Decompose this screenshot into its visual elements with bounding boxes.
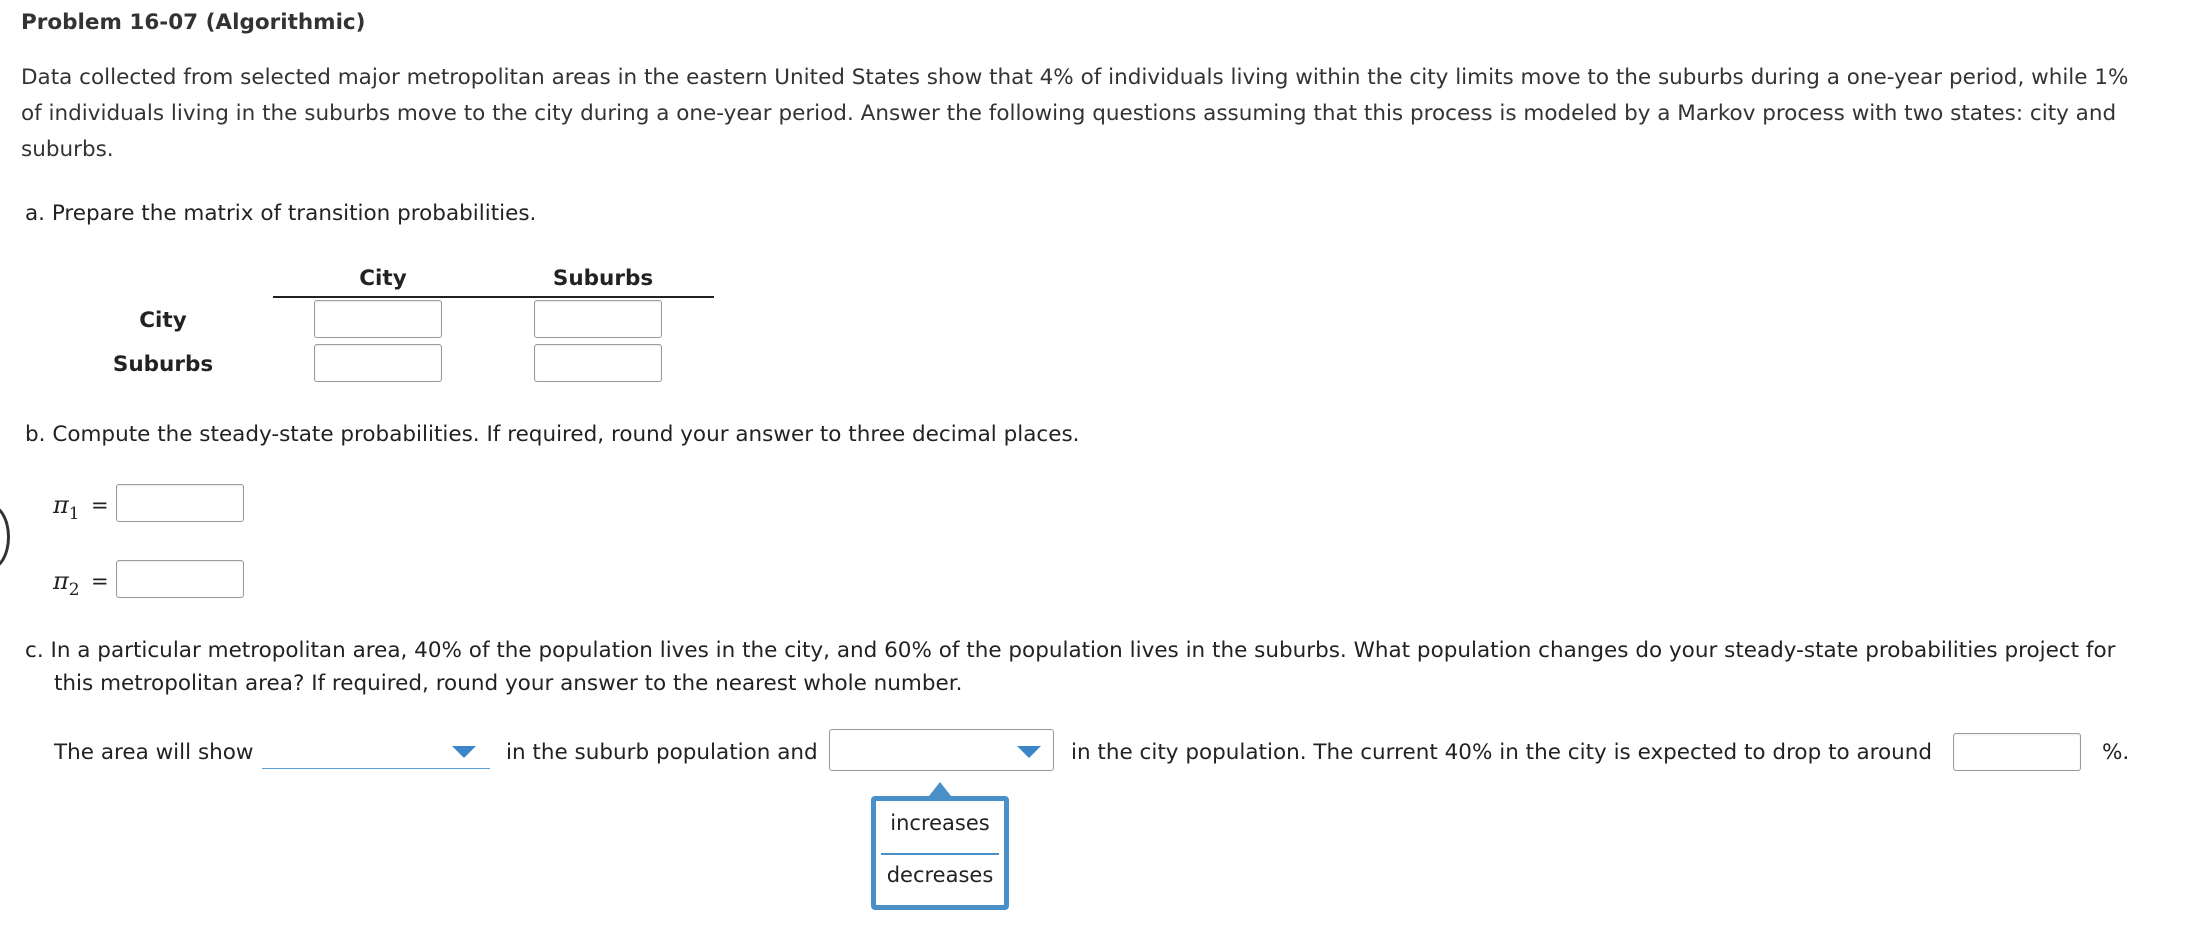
part-c-prompt-line-1: c. In a particular metropolitan area, 40% of the population lives in the city, and 60% of the population lives in the suburbs. What population changes do your steady-state probabilities project for [25,638,2116,663]
option-increases[interactable]: increases [890,811,990,835]
percent-input[interactable] [1953,733,2081,771]
pi1-label [53,491,80,524]
problem-intro [21,60,2171,168]
part-a-prompt: a. Prepare the matrix of transition probabilities. [25,201,537,226]
matrix-city-city-input[interactable] [314,300,442,338]
chevron-down-icon[interactable] [1017,746,1041,758]
pi2-subscript: 2 [68,579,80,600]
pi1-equals: = [91,493,109,517]
dropdown-options-list [871,796,1009,910]
popup-pointer-icon [929,782,951,796]
option-divider [881,853,999,855]
matrix-header-rule [273,296,714,298]
sentence-part-4: %. [2102,740,2130,765]
part-c-prompt-line-2: this metropolitan area? If required, round your answer to the nearest whole number. [54,671,963,696]
pi1-field[interactable] [117,485,243,521]
intro-line-3: suburbs. [21,137,114,162]
intro-line-2: of individuals living in the suburbs move to the city during a one-year period. Answer the following questions assuming that this process is modeled by a Markov process with two states: city and [21,101,2117,126]
pi2-equals: = [91,569,109,593]
intro-line-1: Data collected from selected major metropolitan areas in the eastern United States show that 4% of individuals living within the city limits move to the suburbs during a one-year period, while 1% [21,65,2129,90]
option-decreases[interactable]: decreases [886,863,994,887]
chevron-down-icon[interactable] [452,746,476,758]
pi1-input[interactable] [116,484,244,522]
row-header-city: City [139,308,187,333]
matrix-suburbs-city-field[interactable] [315,345,441,381]
part-b-prompt: b. Compute the steady-state probabilities. If required, round your answer to three decimal places. [25,422,1080,447]
pi2-input[interactable] [116,560,244,598]
col-header-city: City [359,266,407,291]
matrix-suburbs-suburbs-input[interactable] [534,344,662,382]
pi1-subscript: 1 [68,503,80,524]
matrix-city-city-field[interactable] [315,301,441,337]
col-header-suburbs: Suburbs [552,266,654,291]
percent-field[interactable] [1954,734,2080,770]
matrix-city-suburbs-field[interactable] [535,301,661,337]
matrix-city-suburbs-input[interactable] [534,300,662,338]
edge-bracket [0,504,10,570]
sentence-part-2: in the suburb population and [506,740,818,765]
sentence-part-1: The area will show [54,740,254,765]
sentence-part-3: in the city population. The current 40% in the city is expected to drop to around [1071,740,1933,765]
pi2-field[interactable] [117,561,243,597]
problem-title: Problem 16-07 (Algorithmic) [21,10,366,35]
matrix-suburbs-suburbs-field[interactable] [535,345,661,381]
pi2-symbol: π [53,567,69,595]
pi2-label [53,567,80,600]
matrix-suburbs-city-input[interactable] [314,344,442,382]
pi1-symbol: π [53,491,69,519]
row-header-suburbs: Suburbs [112,352,214,377]
